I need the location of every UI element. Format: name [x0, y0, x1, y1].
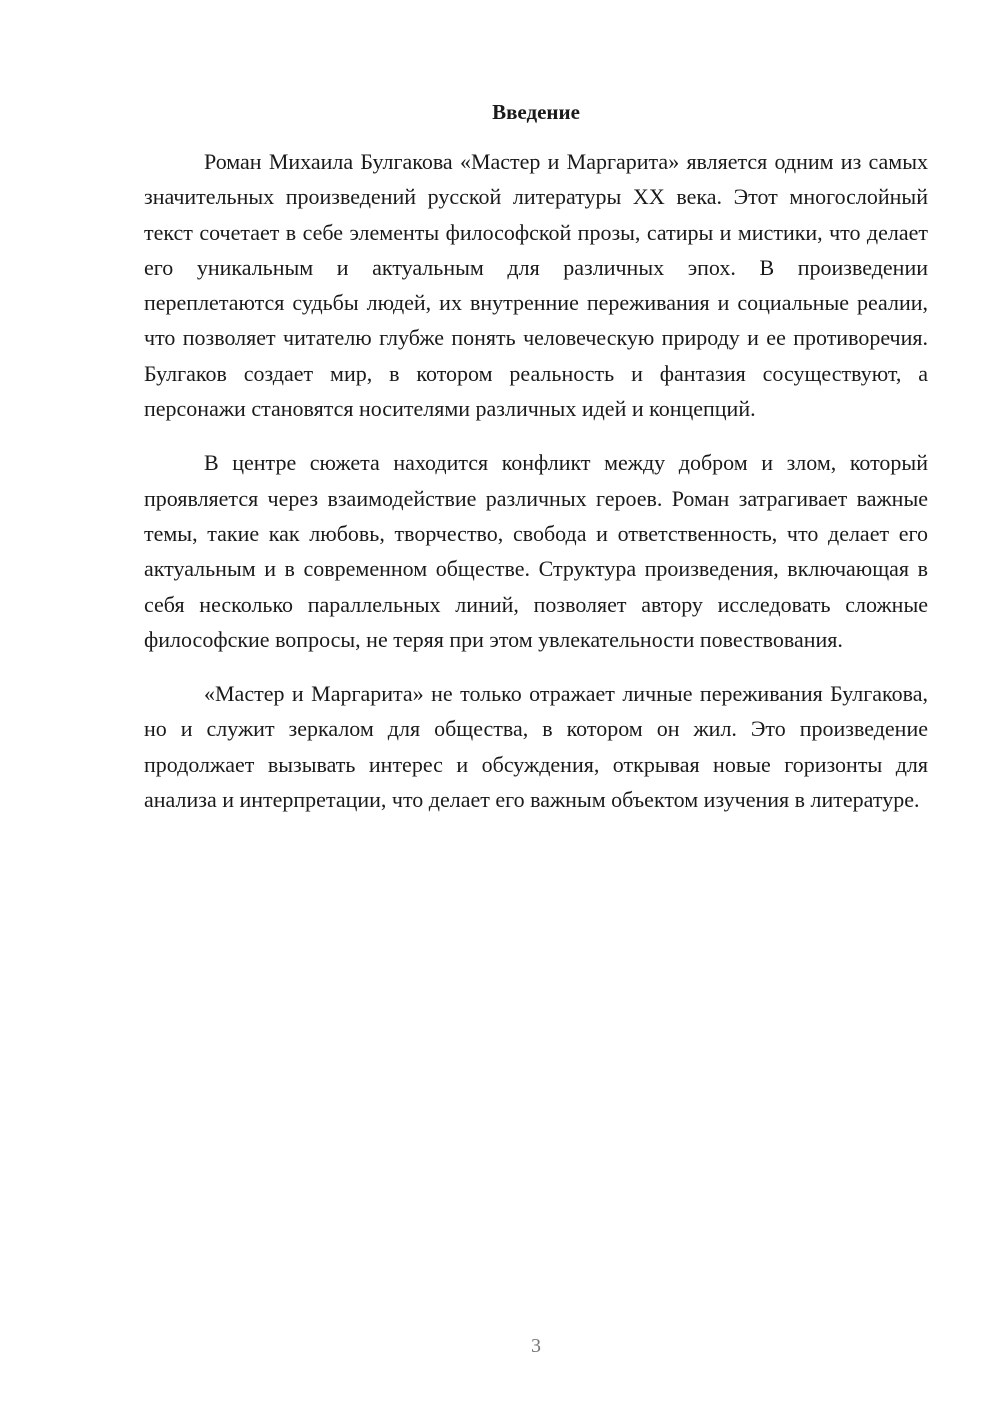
page-number: 3	[531, 1335, 541, 1357]
paragraph-3: «Мастер и Маргарита» не только отражает личные переживания Булгакова, но и служит зеркалом для общества, в котором он жил. Это произведение продолжает вызывать интерес и обсуждения, открывая новые горизонты для анализа и интерпретации, что делает его важным объектом изучения в литературе.	[144, 681, 928, 813]
paragraph-1: Роман Михаила Булгакова «Мастер и Маргарита» является одним из самых значительных произведений русской литературы XX века. Этот многослойный текст сочетает в себе элементы философской прозы, сатиры и мистики, что делает его уникальным и актуальным для различных эпох. В произведении переплетаются судьбы людей, их внутренние переживания и социальные реалии, что позволяет читателю глубже понять человеческую природу и ее противоречия. Булгаков создает мир, в котором реальность и фантазия сосуществуют, а персонажи становятся носителями различных идей и концепций.	[144, 149, 928, 422]
section-title: Введение	[492, 100, 580, 124]
paragraph-2: В центре сюжета находится конфликт между добром и злом, который проявляется через взаимодействие различных героев. Роман затрагивает важные темы, такие как любовь, творчество, свобода и ответственность, что делает его актуальным и в современном обществе. Структура произведения, включающая в себя несколько параллельных линий, позволяет автору исследовать сложные философские вопросы, не теряя при этом увлекательности повествования.	[144, 450, 928, 652]
body-text	[144, 144, 928, 817]
